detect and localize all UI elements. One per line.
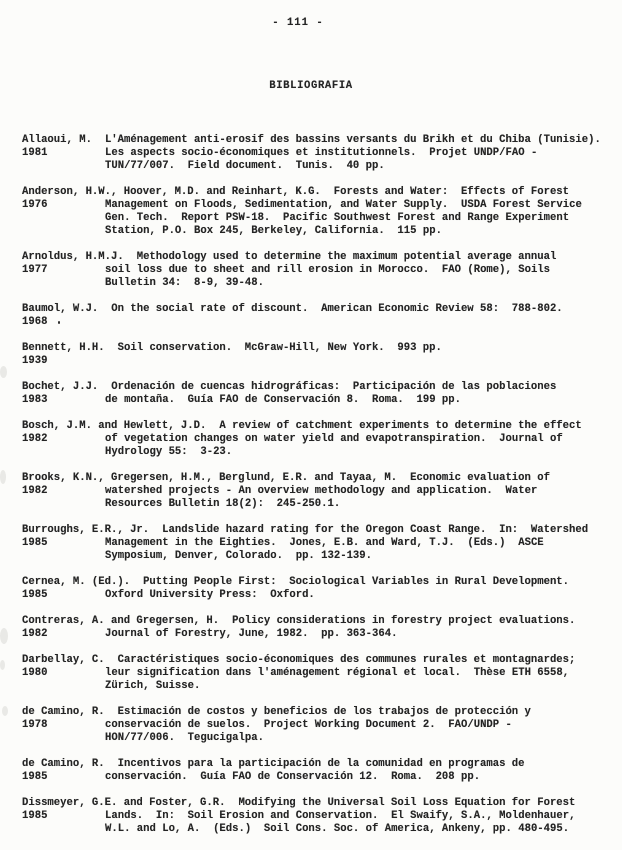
entry-line [22, 732, 610, 745]
entry-text: Resources Bulletin 18(2): 245-250.1. [105, 498, 341, 510]
entry-year: 1977 [22, 264, 48, 276]
entry-line [22, 810, 610, 823]
bib-entry [22, 303, 610, 329]
entry-author: Contreras, A. and Gregersen, H. [22, 615, 220, 627]
entry-line [22, 303, 610, 316]
entry-line [22, 381, 610, 394]
entry-text: A review of catchment experiments to determine the effect [219, 420, 582, 432]
entry-text: HON/77/006. Tegucigalpa. [105, 732, 264, 744]
scan-artifact [58, 321, 60, 324]
entry-line [22, 485, 610, 498]
entry-year: 1985 [22, 537, 48, 549]
entry-author: Dissmeyer, G.E. and Foster, G.R. [22, 797, 226, 809]
entry-text: L'Aménagement anti-erosif des bassins versants du Brikh et du Chiba (Tunisie). [104, 134, 601, 146]
entry-line [22, 771, 610, 784]
entry-year: 1982 [22, 485, 48, 497]
entry-text: Ordenación de cuencas hidrográficas: Participación de las poblaciones [111, 381, 557, 393]
entry-year: 1980 [22, 667, 48, 679]
entry-year: 1976 [22, 199, 48, 211]
page-title: BIBLIOGRAFIA [269, 80, 353, 92]
entry-text: Forests and Water: Effects of Forest [333, 186, 570, 198]
entry-year: 1939 [22, 355, 48, 367]
scan-artifact [0, 366, 7, 378]
entry-line [22, 758, 610, 771]
entry-author: Cernea, M. (Ed.). [22, 576, 131, 588]
entry-text: Management on Floods, Sedimentation, and Water Supply. USDA Forest Service [105, 199, 582, 211]
entry-text: Landslide hazard rating for the Oregon Coast Range. In: Watershed [162, 524, 589, 536]
entry-author: Allaoui, M. [22, 134, 92, 146]
entry-line [22, 719, 610, 732]
bib-entry [22, 576, 610, 602]
entry-line [22, 446, 610, 459]
entry-year: 1981 [22, 147, 48, 159]
entry-text: Economic evaluation of [410, 472, 550, 484]
entry-text: Lands. In: Soil Erosion and Conservation. El Swaify, S.A., Moldenhauer, [105, 810, 576, 822]
entry-line [22, 264, 610, 277]
entry-author: Bosch, J.M. and Hewlett, J.D. [22, 420, 207, 432]
bib-entry [22, 706, 610, 745]
entry-line [22, 628, 610, 641]
entry-author: Arnoldus, H.M.J. [22, 251, 124, 263]
entry-text: Policy considerations in forestry project evaluations. [232, 615, 576, 627]
bib-entry [22, 381, 610, 407]
entry-text: Soil conservation. McGraw-Hill, New York. 993 pp. [117, 342, 442, 354]
entry-line [22, 615, 610, 628]
entry-line [22, 355, 610, 368]
entry-line [22, 147, 610, 160]
entry-author: Baumol, W.J. [22, 303, 99, 315]
entry-line [22, 498, 610, 511]
entry-text: Zürich, Suisse. [105, 680, 201, 692]
entry-text: Bulletin 34: 8-9, 39-48. [105, 277, 264, 289]
entry-line [22, 524, 610, 537]
entry-line [22, 654, 610, 667]
scan-artifact [2, 706, 8, 716]
entry-year: 1985 [22, 810, 48, 822]
entry-year: 1985 [22, 589, 48, 601]
entry-author: Anderson, H.W., Hoover, M.D. and Reinhart, K.G. [22, 186, 321, 198]
entry-author: de Camino, R. [22, 758, 105, 770]
entry-line [22, 134, 610, 147]
entry-line [22, 186, 610, 199]
entry-line [22, 576, 610, 589]
entry-text: On the social rate of discount. American Economic Review 58: 788-802. [111, 303, 563, 315]
bib-entry [22, 420, 610, 459]
entry-text: soil loss due to sheet and rill erosion in Morocco. FAO (Rome), Soils [105, 264, 551, 276]
entry-author: de Camino, R. [22, 706, 105, 718]
entry-year: 1982 [22, 628, 48, 640]
entry-line [22, 316, 610, 329]
entry-line [22, 537, 610, 550]
entry-text: W.L. and Lo, A. (Eds.) Soil Cons. Soc. of America, Ankeny, pp. 480-495. [105, 823, 570, 835]
scan-artifact [0, 660, 5, 670]
scan-artifact [0, 470, 6, 484]
entry-text: TUN/77/007. Field document. Tunis. 40 pp. [105, 160, 385, 172]
bib-entry [22, 654, 610, 693]
entry-line [22, 160, 610, 173]
entry-text: watershed projects - An overview methodology and application. Water [105, 485, 538, 497]
entry-year: 1968 [22, 316, 48, 328]
entry-line [22, 342, 610, 355]
entry-text: Gen. Tech. Report PSW-18. Pacific Southwest Forest and Range Experiment [105, 212, 570, 224]
entry-line [22, 212, 610, 225]
entry-text: Incentivos para la participación de la comunidad en programas de [117, 758, 525, 770]
entry-line [22, 199, 610, 212]
page-number: - 111 - [272, 17, 324, 29]
entry-text: Oxford University Press: Oxford. [105, 589, 315, 601]
entry-text: conservación de suelos. Project Working Document 2. FAO/UNDP - [105, 719, 512, 731]
entry-author: Burroughs, E.R., Jr. [22, 524, 150, 536]
bib-entry [22, 758, 610, 784]
entry-text: leur signification dans l'aménagement régional et local. Thèse ETH 6558, [105, 667, 570, 679]
scan-artifact [0, 628, 8, 644]
bib-entry [22, 186, 610, 238]
entry-line [22, 797, 610, 810]
entry-text: Symposium, Denver, Colorado. pp. 132-139. [105, 550, 373, 562]
entry-line [22, 823, 610, 836]
entry-line [22, 706, 610, 719]
entry-text: Management in the Eighties. Jones, E.B. and Ward, T.J. (Eds.) ASCE [105, 537, 544, 549]
entry-text: de montaña. Guía FAO de Conservación 8. Roma. 199 pp. [105, 394, 462, 406]
entry-year: 1983 [22, 394, 48, 406]
entry-line [22, 680, 610, 693]
entry-line [22, 667, 610, 680]
entry-line [22, 420, 610, 433]
bib-entry [22, 251, 610, 290]
entry-text: Les aspects socio-économiques et institutionnels. Projet UNDP/FAO - [105, 147, 538, 159]
entry-line [22, 433, 610, 446]
entry-line [22, 277, 610, 290]
entry-author: Darbellay, C. [22, 654, 105, 666]
entry-line [22, 251, 610, 264]
entry-text: Journal of Forestry, June, 1982. pp. 363-364. [105, 628, 398, 640]
entry-text: Estimación de costos y beneficios de los trabajos de protección y [117, 706, 531, 718]
entry-author: Bennett, H.H. [22, 342, 105, 354]
bib-entry [22, 524, 610, 563]
entry-year: 1978 [22, 719, 48, 731]
entry-line [22, 394, 610, 407]
entry-text: Station, P.O. Box 245, Berkeley, California. 115 pp. [105, 225, 442, 237]
bib-entry [22, 797, 610, 836]
bibliography-list [0, 134, 622, 836]
entry-text: Modifying the Universal Soil Loss Equation for Forest [238, 797, 576, 809]
entry-year: 1982 [22, 433, 48, 445]
entry-text: Methodology used to determine the maximum potential average annual [136, 251, 557, 263]
entry-line [22, 472, 610, 485]
entry-text: conservación. Guía FAO de Conservación 12. Roma. 208 pp. [105, 771, 481, 783]
entry-line [22, 225, 610, 238]
entry-line [22, 589, 610, 602]
bib-entry [22, 134, 610, 173]
entry-year: 1985 [22, 771, 48, 783]
entry-text: Putting People First: Sociological Variables in Rural Development. [143, 576, 570, 588]
entry-text: Hydrology 55: 3-23. [105, 446, 233, 458]
bib-entry [22, 342, 610, 368]
bib-entry [22, 615, 610, 641]
entry-text: of vegetation changes on water yield and evapotranspiration. Journal of [105, 433, 563, 445]
entry-author: Bochet, J.J. [22, 381, 99, 393]
entry-text: Caractéristiques socio-économiques des communes rurales et montagnardes; [117, 654, 576, 666]
entry-author: Brooks, K.N., Gregersen, H.M., Berglund, E.R. and Tayaa, M. [22, 472, 398, 484]
bib-entry [22, 472, 610, 511]
entry-line [22, 550, 610, 563]
